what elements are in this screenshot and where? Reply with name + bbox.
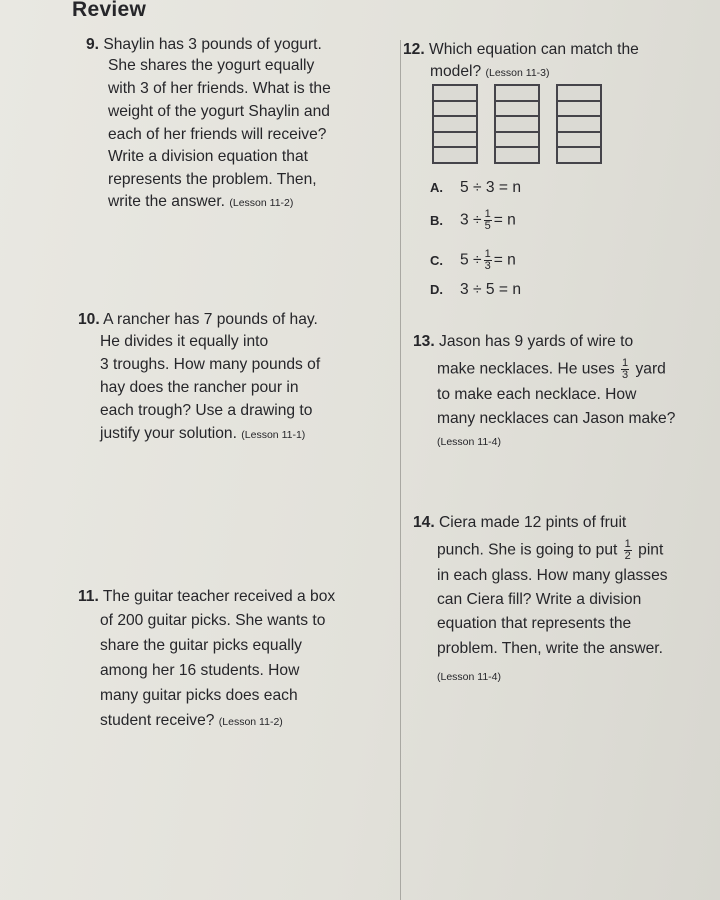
column-divider (400, 40, 401, 900)
question-14-lesson: (Lesson 11-4) (437, 671, 502, 683)
option-c[interactable]: C. 5 ÷ $\frac{1}{3}$ = n (430, 248, 516, 272)
question-10-line-3: 3 troughs. How many pounds of (100, 356, 321, 373)
question-13-line-2: make necklaces. He uses $\frac{1}{3}$ yard (437, 357, 666, 381)
question-11-number: 11. (78, 588, 99, 605)
question-9-number: 9. (86, 36, 100, 53)
question-10-line-1: 10. A rancher has 7 pounds of hay. (78, 311, 318, 328)
question-14-number: 14. (413, 514, 435, 531)
question-9-lesson: (Lesson 11-2) (229, 197, 294, 209)
question-14-line-6: problem. Then, write the answer. (437, 640, 663, 657)
question-11-line-2: of 200 guitar picks. She wants to (100, 612, 326, 629)
option-d[interactable]: D. 3 ÷ 5 = n (430, 281, 522, 298)
question-13-line-3: to make each necklace. How (437, 386, 637, 403)
question-9-line-8: write the answer. (Lesson 11-2) (108, 193, 294, 210)
option-b[interactable]: B. 3 ÷ $\frac{1}{5}$ = n (430, 208, 516, 232)
question-11-line-3: share the guitar picks equally (100, 637, 302, 654)
question-9-line-5: each of her friends will receive? (108, 126, 327, 143)
question-9-line-3: with 3 of her friends. What is the (108, 80, 331, 97)
question-14-line-2: punch. She is going to put $\frac{1}{2}$ pint (437, 538, 664, 562)
question-11-line-4: among her 16 students. How (100, 662, 300, 679)
question-13-lesson: (Lesson 11-4) (437, 436, 502, 448)
question-12-number: 12. (403, 41, 425, 58)
question-14-line-3: in each glass. How many glasses (437, 567, 668, 584)
question-11-line-1: 11. The guitar teacher received a box (78, 588, 336, 605)
question-13-line-4: many necklaces can Jason make? (437, 410, 676, 427)
question-10-line-2: He divides it equally into (100, 333, 269, 350)
option-a[interactable]: A. 5 ÷ 3 = n (430, 179, 522, 196)
question-9-line-4: weight of the yogurt Shaylin and (108, 103, 330, 120)
question-11-line-5: many guitar picks does each (100, 687, 298, 704)
fraction-one-third-yard: $\frac{1}{3}$ (622, 357, 629, 381)
question-13-line-1: 13. Jason has 9 yards of wire to (413, 333, 634, 350)
page-title: Review (72, 0, 147, 21)
question-14-line-5: equation that represents the (437, 615, 632, 632)
question-12-lesson: (Lesson 11-3) (485, 67, 550, 79)
model-bar-2 (494, 84, 540, 164)
question-10-line-4: hay does the rancher pour in (100, 379, 299, 396)
fraction-one-fifth: $\frac{1}{5}$ (484, 208, 491, 232)
model-bar-1 (432, 84, 478, 164)
question-10-number: 10. (78, 311, 100, 328)
question-9-line-1: 9. Shaylin has 3 pounds of yogurt. (86, 36, 322, 53)
question-13-number: 13. (413, 333, 435, 350)
question-9-line-7: represents the problem. Then, (108, 171, 317, 188)
question-14-line-1: 14. Ciera made 12 pints of fruit (413, 514, 627, 531)
question-11-lesson: (Lesson 11-2) (218, 716, 283, 728)
question-9-line-6: Write a division equation that (108, 148, 308, 165)
model-bar-3 (556, 84, 602, 164)
fraction-one-third: $\frac{1}{3}$ (484, 248, 491, 272)
question-9-line-2: She shares the yogurt equally (108, 57, 315, 74)
question-10-lesson: (Lesson 11-1) (241, 429, 306, 441)
question-14-line-4: can Ciera fill? Write a division (437, 591, 642, 608)
question-12-line-2: model? (Lesson 11-3) (430, 63, 550, 80)
fraction-one-half-pint: $\frac{1}{2}$ (624, 538, 631, 562)
question-10-line-5: each trough? Use a drawing to (100, 402, 313, 419)
question-12-line-1: 12. Which equation can match the (403, 41, 639, 58)
question-10-line-6: justify your solution. (Lesson 11-1) (100, 425, 306, 442)
question-11-line-6: student receive? (Lesson 11-2) (100, 712, 283, 729)
